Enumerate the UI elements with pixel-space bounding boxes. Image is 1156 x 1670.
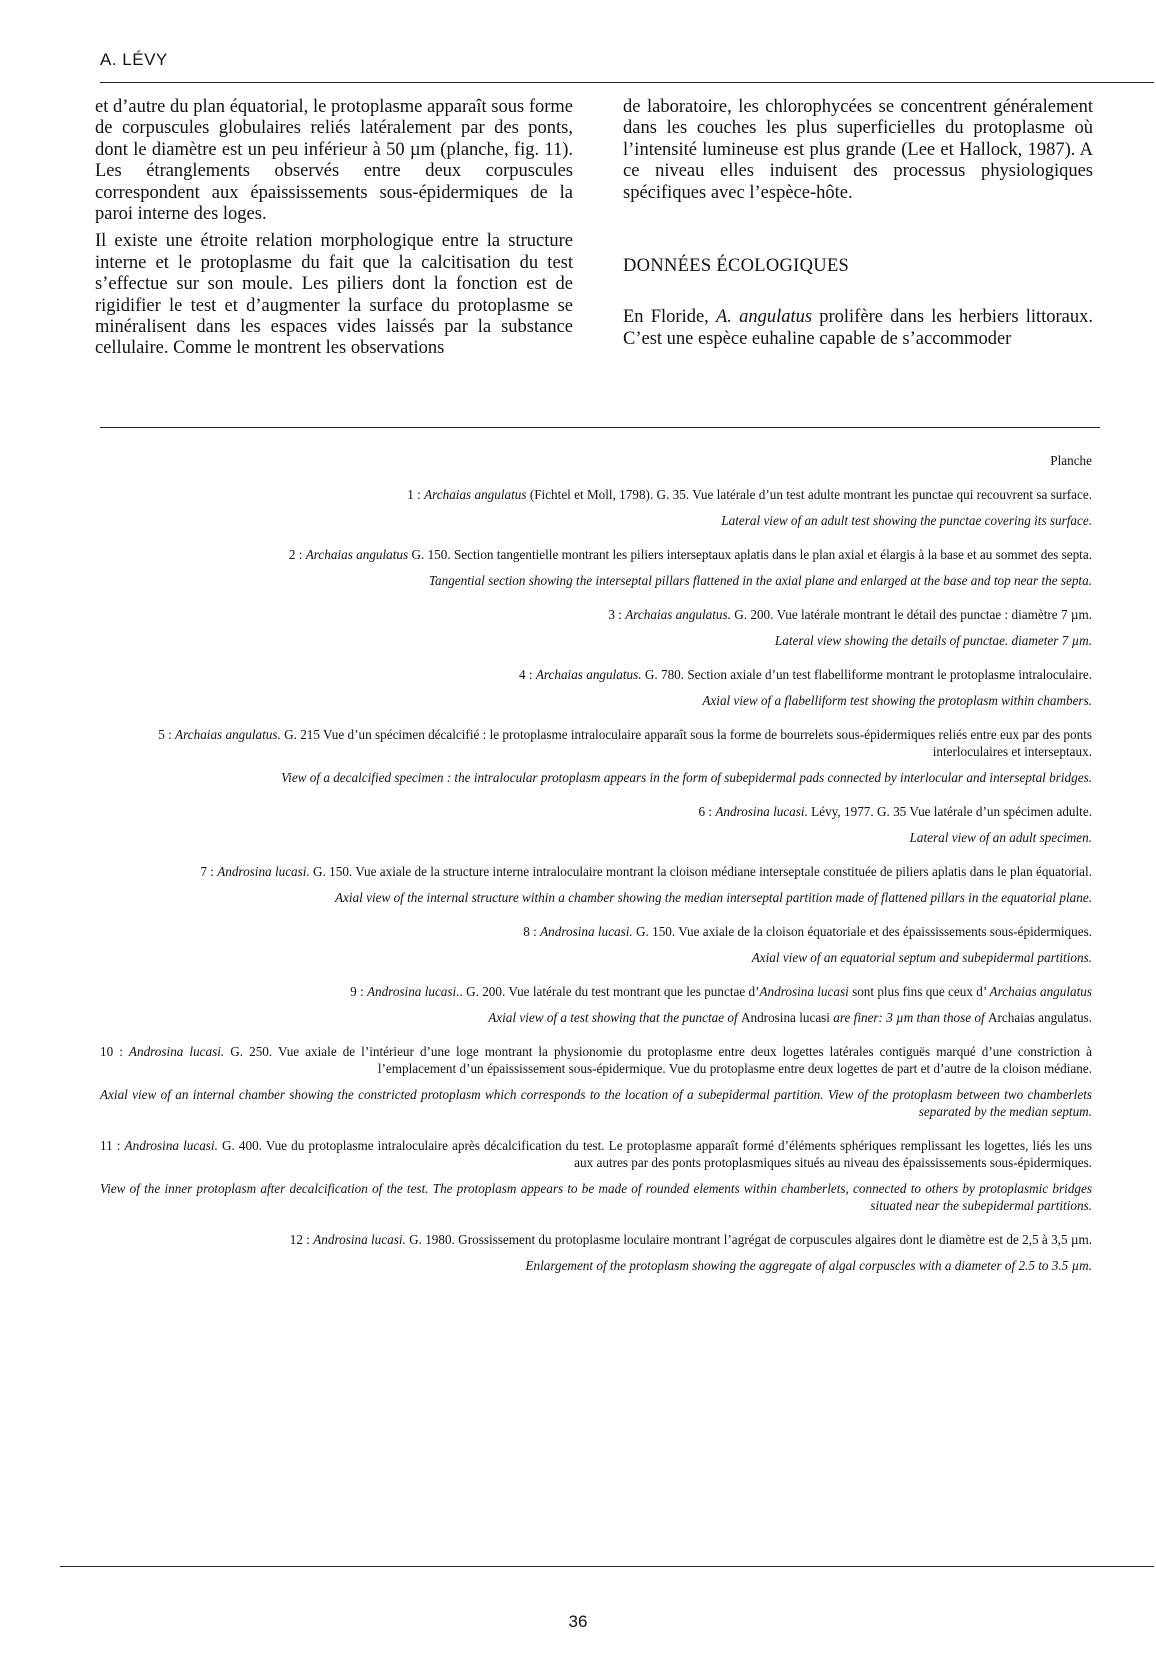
plate-caption-entry (100, 1043, 1092, 1120)
caption-french (100, 803, 1092, 820)
caption-french (100, 863, 1092, 880)
figure-number: 7 : (200, 864, 218, 879)
caption-english: Axial view of the internal structure within a chamber showing the median interseptal partition made of flattened pillars in the equatorial plane. (335, 890, 1092, 905)
figure-number: 11 : (100, 1138, 125, 1153)
caption-french (100, 1231, 1092, 1248)
figure-number: 4 : (518, 667, 536, 682)
species-name: Androsina lucasi. (313, 1232, 406, 1247)
caption-text: G. 215 Vue d’un spécimen décalcifié : le protoplasme intraloculaire apparaît sous la forme de bourrelets sous-épidermiques reliés entre eux par des ponts interloculaires et interseptaux. (280, 727, 1092, 759)
caption-text: are finer: 3 µm than those of (829, 1010, 988, 1025)
caption-english: Enlargement of the protoplasm showing the aggregate of algal corpuscles with a diameter of 2.5 to 3.5 µm. (525, 1258, 1092, 1273)
figure-number: 8 : (523, 924, 541, 939)
caption-text: Lévy, 1977. G. 35 Vue latérale d’un spécimen adulte. (807, 804, 1092, 819)
caption-text: G. 150. Vue axiale de la cloison équatoriale et des épaississements sous-épidermiques. (632, 924, 1092, 939)
plate-caption-entry (100, 923, 1092, 966)
plate-caption-entry (100, 1231, 1092, 1274)
caption-english: Axial view of an equatorial septum and subepidermal partitions. (751, 950, 1092, 965)
section-rule (100, 427, 1100, 428)
plate-caption-entry (100, 726, 1092, 786)
species-name: Androsina lucasi. (540, 924, 633, 939)
species-name: Androsina lucasi (759, 984, 849, 999)
species-name: A. angulatus (715, 307, 813, 328)
figure-number: 12 : (289, 1232, 314, 1247)
caption-french (100, 726, 1092, 760)
caption-french (100, 486, 1092, 503)
caption-text: G. 780. Section axiale d’un test flabelliforme montrant le protoplasme intraloculaire. (641, 667, 1092, 682)
running-header-author: A. LÉVY (100, 50, 168, 69)
caption-english: Tangential section showing the interseptal pillars flattened in the axial plane and enlarged at the base and top near the septa. (428, 573, 1092, 588)
species-name: Archaias angulatus. (625, 607, 731, 622)
caption-french (100, 983, 1092, 1000)
section-heading: DONNÉES ÉCOLOGIQUES (623, 256, 850, 277)
caption-french (100, 606, 1092, 623)
body-paragraph: de laboratoire, les chlorophycées se concentrent généralement dans les couches les plus superficielles du protoplasme où l’intensité lumineuse est plus grande (Lee et Hallock, 1987). A ce niveau elles induisent des processus physiologiques spécifiques avec l’espèce-hôte. (623, 97, 1093, 203)
caption-text: G. 150. Section tangentielle montrant les piliers interseptaux aplatis dans le plan axial et élargis à la base et au sommet des septa. (408, 547, 1092, 562)
text-run: prolifère dans les herbiers littoraux. C’est une espèce euhaline capable de s’accommoder (623, 307, 1094, 349)
plate-caption-entry (100, 983, 1092, 1026)
caption-english: Lateral view showing the details of punctae. diameter 7 µm. (774, 633, 1092, 648)
caption-text: G. 1980. Grossissement du protoplasme loculaire montrant l’agrégat de corpuscules algaires dont le diamètre est de 2,5 à 3,5 µm. (405, 1232, 1092, 1247)
species-name: Androsina lucasi. (715, 804, 808, 819)
body-column-left (95, 97, 573, 366)
species-name: Archaias angulatus (305, 547, 409, 562)
text-run: En Floride, (623, 307, 716, 328)
plate-caption-entry (100, 606, 1092, 649)
caption-english (100, 1009, 1092, 1026)
figure-number: 1 : (407, 487, 425, 502)
figure-number: 3 : (608, 607, 626, 622)
caption-english: Lateral view of an adult specimen. (909, 830, 1092, 845)
figure-number: 9 : (350, 984, 367, 999)
species-name: Archaias angulatus (424, 487, 527, 502)
caption-french (100, 1043, 1092, 1077)
header-rule (100, 82, 1154, 83)
body-column-right (623, 97, 1093, 356)
species-name: Androsina lucasi. (217, 864, 310, 879)
species-name: Archaias angulatus (989, 984, 1092, 999)
body-paragraph: Il existe une étroite relation morphologique entre la structure interne et le protoplasme du fait que la calcitisation du test s’effectue sur son moule. Les piliers dont la fonction est de rigidifier le test et d’augmenter la surface du protoplasme se minéralisent dans les espaces vides laissés par la substance cellulaire. Comme le montrent les observations (95, 231, 573, 359)
species-name: Archaias angulatus. (535, 667, 642, 682)
plate-caption-entry (100, 803, 1092, 846)
plate-caption-entry (100, 546, 1092, 589)
species-name: Androsina lucasi (740, 1010, 830, 1025)
figure-number: 10 : (100, 1044, 129, 1059)
species-name: Archaias angulatus. (175, 727, 281, 742)
caption-english: View of a decalcified specimen : the intralocular protoplasm appears in the form of subepidermal pads connected by interlocular and interseptal bridges. (281, 770, 1092, 785)
caption-english: View of the inner protoplasm after decalcification of the test. The protoplasm appears to be made of rounded elements within chamberlets, connected to others by protoplasmic bridges situated near the subepidermal partitions. (100, 1181, 1092, 1213)
caption-text: (Fichtel et Moll, 1798). G. 35. Vue latérale d’un test adulte montrant les punctae qui recouvrent sa surface. (526, 487, 1092, 502)
plate-caption-entry (100, 486, 1092, 529)
caption-french (100, 546, 1092, 563)
plate-caption-entry (100, 863, 1092, 906)
species-name: Androsina lucasi. (124, 1138, 218, 1153)
figure-number: 6 : (698, 804, 716, 819)
caption-english: Lateral view of an adult test showing the punctae covering its surface. (721, 513, 1092, 528)
caption-text: Axial view of a test showing that the punctae of (488, 1010, 741, 1025)
species-name: Archaias angulatus. (988, 1010, 1092, 1025)
caption-text: sont plus fins que ceux d’ (848, 984, 990, 999)
figure-number: 2 : (288, 547, 306, 562)
plate-captions (100, 452, 1092, 1291)
body-paragraph: et d’autre du plan équatorial, le protoplasme apparaît sous forme de corpuscules globulaires reliés latéralement par des ponts, dont le diamètre est un peu inférieur à 50 µm (planche, fig. 11). Les étranglements observés entre deux corpuscules correspondent aux épaississements sous-épidermiques de la paroi interne des loges. (95, 97, 573, 225)
caption-french (100, 923, 1092, 940)
body-paragraph (623, 307, 1093, 350)
figure-number: 5 : (158, 727, 176, 742)
caption-text: G. 150. Vue axiale de la structure interne intraloculaire montrant la cloison médiane interseptale constituée de piliers aplatis dans le plan équatorial. (309, 864, 1092, 879)
caption-text: G. 250. Vue axiale de l’intérieur d’une loge montrant la physionomie du protoplasme entre deux logettes latérales contiguës marqué d’une constriction à l’emplacement d’un épaississement sous-épidermique. Vue du protoplasme entre deux logettes de part et d’autre de la cloison médiane. (224, 1044, 1092, 1076)
footer-rule (60, 1566, 1154, 1567)
caption-english: Axial view of a flabelliform test showing the protoplasm within chambers. (702, 693, 1092, 708)
caption-french (100, 666, 1092, 683)
caption-text: G. 200. Vue latérale montrant le détail des punctae : diamètre 7 µm. (730, 607, 1092, 622)
plate-caption-heading: Planche (1050, 453, 1092, 468)
caption-french (100, 1137, 1092, 1171)
caption-text: G. 400. Vue du protoplasme intraloculaire après décalcification du test. Le protoplasme apparaît formé d’éléments sphériques remplissant les logettes, liés les uns aux autres par des ponts protoplasmiques situés au niveau des épaississements sous-épidermiques. (217, 1138, 1092, 1170)
plate-caption-entry (100, 666, 1092, 709)
species-name: Androsina lucasi. (366, 984, 460, 999)
species-name: Androsina lucasi. (128, 1044, 225, 1059)
caption-english: Axial view of an internal chamber showing the constricted protoplasm which corresponds to the location of a subepidermal partition. View of the protoplasm between two chamberlets separated by the median septum. (100, 1087, 1092, 1119)
caption-text: . G. 200. Vue latérale du test montrant que les punctae d’ (459, 984, 760, 999)
page-number: 36 (568, 1612, 588, 1631)
plate-caption-entry (100, 1137, 1092, 1214)
